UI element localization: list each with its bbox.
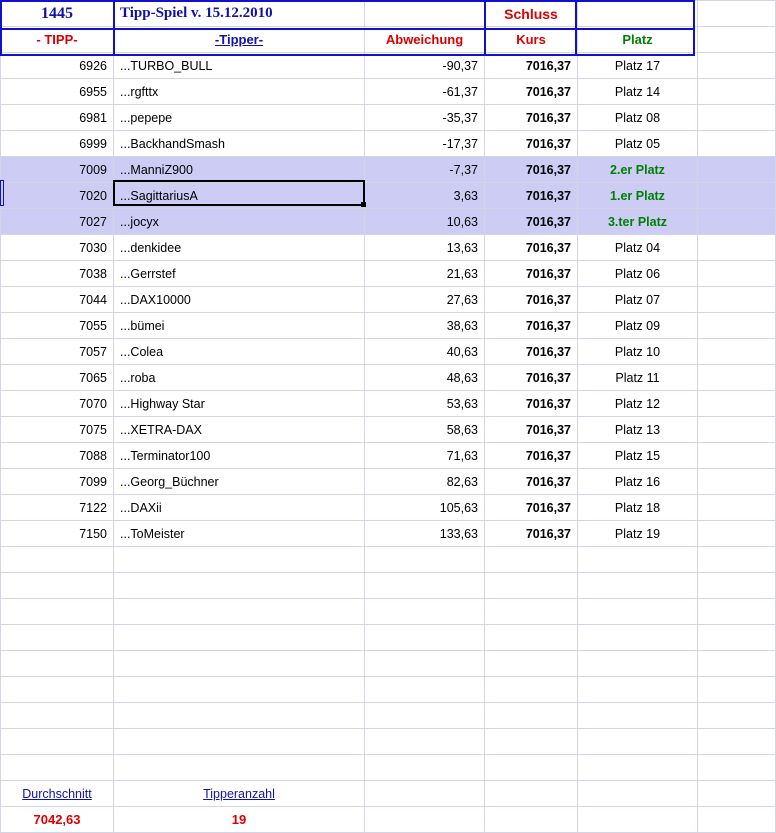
- empty-cell[interactable]: [114, 651, 365, 677]
- footer2-empty-rest[interactable]: [698, 807, 776, 833]
- cell-rest[interactable]: [698, 417, 776, 443]
- empty-cell[interactable]: [485, 547, 578, 573]
- cell-platz[interactable]: Platz 06: [578, 261, 698, 287]
- cell-platz[interactable]: Platz 19: [578, 521, 698, 547]
- cell-abweichung[interactable]: 21,63: [365, 261, 485, 287]
- footer-empty-kurs[interactable]: [485, 781, 578, 807]
- empty-cell[interactable]: [698, 625, 776, 651]
- header-empty-platz[interactable]: [578, 1, 698, 27]
- empty-cell[interactable]: [485, 599, 578, 625]
- empty-cell[interactable]: [114, 729, 365, 755]
- cell-rest[interactable]: [698, 365, 776, 391]
- table-row: [1, 443, 776, 469]
- cell-tipper[interactable]: ...ManniZ900: [114, 157, 365, 183]
- cell-abweichung[interactable]: 3,63: [365, 183, 485, 209]
- cell-rest[interactable]: [698, 495, 776, 521]
- empty-cell[interactable]: [578, 755, 698, 781]
- cell-rest[interactable]: [698, 209, 776, 235]
- table-row: [1, 339, 776, 365]
- empty-cell[interactable]: [1, 547, 114, 573]
- cell-kurs[interactable]: 7016,37: [485, 261, 578, 287]
- table-body: [1, 1, 776, 53]
- empty-cell[interactable]: [578, 677, 698, 703]
- cell-kurs[interactable]: 7016,37: [485, 183, 578, 209]
- empty-cell[interactable]: [365, 729, 485, 755]
- empty-cell[interactable]: [485, 703, 578, 729]
- cell-rest[interactable]: [698, 469, 776, 495]
- table-row: [1, 53, 776, 79]
- table-row: [1, 183, 776, 209]
- empty-cell[interactable]: [485, 625, 578, 651]
- cell-rest[interactable]: [698, 131, 776, 157]
- durchschnitt-value[interactable]: 7042,63: [1, 807, 114, 833]
- cell-platz[interactable]: 3.ter Platz: [578, 209, 698, 235]
- footer2-empty-platz[interactable]: [578, 807, 698, 833]
- empty-cell[interactable]: [114, 573, 365, 599]
- cell-kurs[interactable]: 7016,37: [485, 53, 578, 79]
- cell-rest[interactable]: [698, 443, 776, 469]
- cell-tipp[interactable]: 7030: [1, 235, 114, 261]
- empty-cell[interactable]: [578, 729, 698, 755]
- cell-platz[interactable]: Platz 05: [578, 131, 698, 157]
- empty-cell[interactable]: [114, 703, 365, 729]
- empty-cell[interactable]: [365, 599, 485, 625]
- cell-kurs[interactable]: 7016,37: [485, 339, 578, 365]
- cell-kurs[interactable]: 7016,37: [485, 131, 578, 157]
- cell-platz[interactable]: Platz 07: [578, 287, 698, 313]
- empty-cell[interactable]: [698, 677, 776, 703]
- cell-tipp[interactable]: 6926: [1, 53, 114, 79]
- tipperanzahl-label[interactable]: Tipperanzahl: [114, 781, 365, 807]
- cell-abweichung[interactable]: 38,63: [365, 313, 485, 339]
- cell-rest[interactable]: [698, 157, 776, 183]
- cell-rest[interactable]: [698, 105, 776, 131]
- cell-platz[interactable]: Platz 10: [578, 339, 698, 365]
- cell-tipper[interactable]: ...DAXii: [114, 495, 365, 521]
- cell-tipper[interactable]: ...SagittariusA: [114, 183, 365, 209]
- header-row-top: [1, 1, 776, 27]
- cell-tipp[interactable]: 7057: [1, 339, 114, 365]
- cell-tipp[interactable]: 7122: [1, 495, 114, 521]
- empty-cell[interactable]: [1, 625, 114, 651]
- empty-cell[interactable]: [114, 625, 365, 651]
- table-row: [1, 417, 776, 443]
- empty-cell[interactable]: [365, 703, 485, 729]
- cell-platz[interactable]: Platz 17: [578, 53, 698, 79]
- cell-tipper[interactable]: ...jocyx: [114, 209, 365, 235]
- table-row: [1, 365, 776, 391]
- cell-tipper[interactable]: ...ToMeister: [114, 521, 365, 547]
- table-row: [1, 235, 776, 261]
- cell-kurs[interactable]: 7016,37: [485, 391, 578, 417]
- table-row: [1, 209, 776, 235]
- cell-tipp[interactable]: 7088: [1, 443, 114, 469]
- empty-cell[interactable]: [365, 625, 485, 651]
- cell-tipp[interactable]: 7065: [1, 365, 114, 391]
- cell-abweichung[interactable]: 13,63: [365, 235, 485, 261]
- cell-abweichung[interactable]: -17,37: [365, 131, 485, 157]
- cell-kurs[interactable]: 7016,37: [485, 79, 578, 105]
- cell-platz[interactable]: 2.er Platz: [578, 157, 698, 183]
- cell-rest[interactable]: [698, 521, 776, 547]
- empty-cell[interactable]: [578, 625, 698, 651]
- cell-abweichung[interactable]: 133,63: [365, 521, 485, 547]
- cell-kurs[interactable]: 7016,37: [485, 521, 578, 547]
- cell-tipp[interactable]: 6999: [1, 131, 114, 157]
- empty-cell[interactable]: [365, 547, 485, 573]
- cell-rest[interactable]: [698, 183, 776, 209]
- cell-tipper[interactable]: ...denkidee: [114, 235, 365, 261]
- empty-cell[interactable]: [578, 599, 698, 625]
- cell-tipp[interactable]: 7055: [1, 313, 114, 339]
- empty-cell[interactable]: [485, 729, 578, 755]
- cell-tipper[interactable]: ...rgfttx: [114, 79, 365, 105]
- cell-tipp[interactable]: 6955: [1, 79, 114, 105]
- column-header-platz[interactable]: Platz: [578, 27, 698, 53]
- table-row: [1, 261, 776, 287]
- cell-platz[interactable]: Platz 13: [578, 417, 698, 443]
- empty-row: [1, 755, 776, 781]
- cell-kurs[interactable]: 7016,37: [485, 157, 578, 183]
- cell-tipp[interactable]: 7150: [1, 521, 114, 547]
- table-row: [1, 313, 776, 339]
- empty-cell[interactable]: [1, 755, 114, 781]
- empty-row: [1, 599, 776, 625]
- empty-cell[interactable]: [698, 703, 776, 729]
- empty-cell[interactable]: [1, 729, 114, 755]
- empty-cell[interactable]: [578, 547, 698, 573]
- footer-empty-rest[interactable]: [698, 781, 776, 807]
- empty-cell[interactable]: [485, 677, 578, 703]
- cell-kurs[interactable]: 7016,37: [485, 469, 578, 495]
- cell-tipper[interactable]: ...XETRA-DAX: [114, 417, 365, 443]
- cell-tipp[interactable]: 7070: [1, 391, 114, 417]
- cell-abweichung[interactable]: -7,37: [365, 157, 485, 183]
- empty-cell[interactable]: [114, 755, 365, 781]
- empty-cell[interactable]: [578, 651, 698, 677]
- cell-tipper[interactable]: ...roba: [114, 365, 365, 391]
- cell-rest[interactable]: [698, 287, 776, 313]
- cell-tipper[interactable]: ...Colea: [114, 339, 365, 365]
- empty-rows-container: [1, 547, 776, 781]
- cell-platz[interactable]: Platz 11: [578, 365, 698, 391]
- footer-value-row: [1, 807, 776, 833]
- cell-tipper[interactable]: ...bümei: [114, 313, 365, 339]
- empty-cell[interactable]: [698, 755, 776, 781]
- table-row: [1, 131, 776, 157]
- column-header-tipper[interactable]: -Tipper-: [114, 27, 365, 53]
- cell-abweichung[interactable]: 40,63: [365, 339, 485, 365]
- empty-cell[interactable]: [365, 755, 485, 781]
- empty-cell[interactable]: [698, 599, 776, 625]
- empty-cell[interactable]: [578, 703, 698, 729]
- column-header-kurs[interactable]: Kurs: [485, 27, 578, 53]
- footer-rows-container: [1, 781, 776, 833]
- cell-abweichung[interactable]: 71,63: [365, 443, 485, 469]
- cell-tipp[interactable]: 7020: [1, 183, 114, 209]
- column-header-abweichung[interactable]: Abweichung: [365, 27, 485, 53]
- cell-kurs[interactable]: 7016,37: [485, 313, 578, 339]
- header-title[interactable]: Tipp-Spiel v. 15.12.2010: [114, 1, 365, 27]
- cell-platz[interactable]: 1.er Platz: [578, 183, 698, 209]
- cell-abweichung[interactable]: 105,63: [365, 495, 485, 521]
- cell-kurs[interactable]: 7016,37: [485, 209, 578, 235]
- cell-platz[interactable]: Platz 08: [578, 105, 698, 131]
- empty-cell[interactable]: [114, 677, 365, 703]
- cell-rest[interactable]: [698, 391, 776, 417]
- cell-tipper[interactable]: ...BackhandSmash: [114, 131, 365, 157]
- cell-tipper[interactable]: ...pepepe: [114, 105, 365, 131]
- empty-row: [1, 547, 776, 573]
- durchschnitt-label[interactable]: Durchschnitt: [1, 781, 114, 807]
- header-schluss-label[interactable]: Schluss: [485, 1, 578, 27]
- cell-kurs[interactable]: 7016,37: [485, 443, 578, 469]
- cell-tipp[interactable]: 7044: [1, 287, 114, 313]
- cell-tipp[interactable]: 7038: [1, 261, 114, 287]
- cell-abweichung[interactable]: 82,63: [365, 469, 485, 495]
- empty-cell[interactable]: [485, 573, 578, 599]
- cell-kurs[interactable]: 7016,37: [485, 287, 578, 313]
- cell-abweichung[interactable]: 53,63: [365, 391, 485, 417]
- cell-abweichung[interactable]: 10,63: [365, 209, 485, 235]
- cell-tipper[interactable]: ...Gerrstef: [114, 261, 365, 287]
- cell-tipper[interactable]: ...Highway Star: [114, 391, 365, 417]
- table-row: [1, 105, 776, 131]
- empty-cell[interactable]: [1, 651, 114, 677]
- empty-row: [1, 703, 776, 729]
- cell-tipper[interactable]: ...Georg_Büchner: [114, 469, 365, 495]
- cell-kurs[interactable]: 7016,37: [485, 495, 578, 521]
- empty-row: [1, 651, 776, 677]
- footer2-empty-abweichung[interactable]: [365, 807, 485, 833]
- cell-rest[interactable]: [698, 339, 776, 365]
- footer-empty-abweichung[interactable]: [365, 781, 485, 807]
- empty-cell[interactable]: [698, 651, 776, 677]
- empty-cell[interactable]: [485, 755, 578, 781]
- tipperanzahl-value[interactable]: 19: [114, 807, 365, 833]
- cell-tipp[interactable]: 7027: [1, 209, 114, 235]
- empty-cell[interactable]: [698, 573, 776, 599]
- empty-cell[interactable]: [114, 547, 365, 573]
- cell-abweichung[interactable]: 58,63: [365, 417, 485, 443]
- cell-abweichung[interactable]: 27,63: [365, 287, 485, 313]
- cell-rest[interactable]: [698, 79, 776, 105]
- cell-abweichung[interactable]: -90,37: [365, 53, 485, 79]
- cell-kurs[interactable]: 7016,37: [485, 235, 578, 261]
- cell-rest[interactable]: [698, 235, 776, 261]
- empty-cell[interactable]: [698, 547, 776, 573]
- cell-abweichung[interactable]: -61,37: [365, 79, 485, 105]
- header-tipp-number[interactable]: 1445: [1, 1, 114, 27]
- empty-row: [1, 729, 776, 755]
- table-row: [1, 495, 776, 521]
- empty-cell[interactable]: [485, 651, 578, 677]
- cell-tipp[interactable]: 7099: [1, 469, 114, 495]
- cell-platz[interactable]: Platz 18: [578, 495, 698, 521]
- empty-cell[interactable]: [1, 677, 114, 703]
- table-row: [1, 79, 776, 105]
- empty-row: [1, 677, 776, 703]
- table-row: [1, 521, 776, 547]
- footer-empty-platz[interactable]: [578, 781, 698, 807]
- footer-label-row: [1, 781, 776, 807]
- cell-kurs[interactable]: 7016,37: [485, 105, 578, 131]
- footer2-empty-kurs[interactable]: [485, 807, 578, 833]
- cell-platz[interactable]: Platz 14: [578, 79, 698, 105]
- empty-row: [1, 573, 776, 599]
- column-header-rest[interactable]: [698, 27, 776, 53]
- cell-rest[interactable]: [698, 53, 776, 79]
- cell-platz[interactable]: Platz 09: [578, 313, 698, 339]
- cell-platz[interactable]: Platz 12: [578, 391, 698, 417]
- header-empty-abweichung[interactable]: [365, 1, 485, 27]
- empty-cell[interactable]: [698, 729, 776, 755]
- empty-cell[interactable]: [1, 703, 114, 729]
- empty-cell[interactable]: [365, 573, 485, 599]
- data-rows-container: [1, 53, 776, 547]
- cell-kurs[interactable]: 7016,37: [485, 417, 578, 443]
- cell-kurs[interactable]: 7016,37: [485, 365, 578, 391]
- header-empty-rest[interactable]: [698, 1, 776, 27]
- cell-rest[interactable]: [698, 261, 776, 287]
- cell-tipper[interactable]: ...DAX10000: [114, 287, 365, 313]
- cell-tipp[interactable]: 7075: [1, 417, 114, 443]
- table-row: [1, 391, 776, 417]
- empty-cell[interactable]: [114, 599, 365, 625]
- cell-abweichung[interactable]: 48,63: [365, 365, 485, 391]
- table-row: [1, 157, 776, 183]
- cell-abweichung[interactable]: -35,37: [365, 105, 485, 131]
- column-header-tipp[interactable]: - TIPP-: [1, 27, 114, 53]
- header-row-columns: [1, 27, 776, 53]
- cell-tipp[interactable]: 7009: [1, 157, 114, 183]
- cell-tipper[interactable]: ...Terminator100: [114, 443, 365, 469]
- empty-cell[interactable]: [365, 651, 485, 677]
- cell-rest[interactable]: [698, 313, 776, 339]
- empty-row: [1, 625, 776, 651]
- table-row: [1, 287, 776, 313]
- cell-platz[interactable]: Platz 16: [578, 469, 698, 495]
- cell-tipp[interactable]: 6981: [1, 105, 114, 131]
- empty-cell[interactable]: [365, 677, 485, 703]
- cell-platz[interactable]: Platz 15: [578, 443, 698, 469]
- cell-platz[interactable]: Platz 04: [578, 235, 698, 261]
- empty-cell[interactable]: [578, 573, 698, 599]
- empty-cell[interactable]: [1, 573, 114, 599]
- table-row: [1, 469, 776, 495]
- cell-tipper[interactable]: ...TURBO_BULL: [114, 53, 365, 79]
- empty-cell[interactable]: [1, 599, 114, 625]
